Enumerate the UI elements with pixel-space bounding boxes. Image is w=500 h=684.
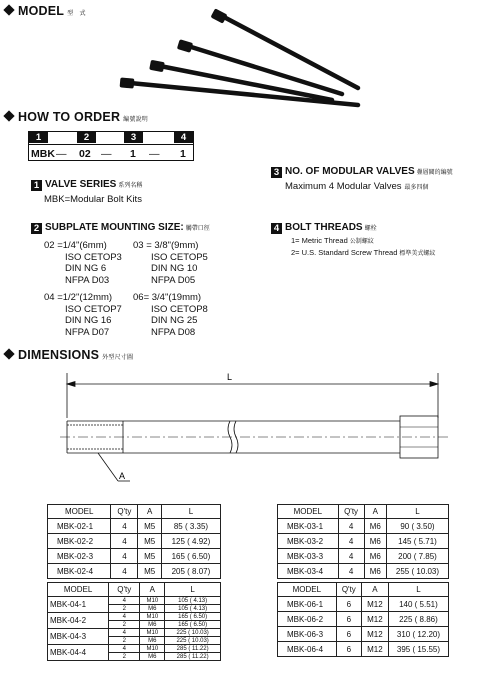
threads-heading (271, 222, 377, 234)
order-dash: — (56, 148, 67, 160)
table-header-row (278, 583, 449, 597)
cell-l: 105 ( 4.13) (165, 605, 221, 613)
order-dash: — (101, 148, 112, 160)
cell-l: 165 ( 6.50) (165, 613, 221, 621)
dimension-label-a: A (119, 471, 126, 481)
subplate-line: NFPA D03 (65, 274, 110, 286)
model-title-cn: 型 式 (67, 11, 86, 17)
cell-a: M6 (364, 549, 386, 564)
cell-a: M6 (364, 564, 386, 579)
header-model: MODEL (48, 505, 111, 519)
table-header-row (48, 505, 221, 519)
subplate-line: 03 = 3/8"(9mm) (133, 240, 199, 251)
cell-qty: 6 (336, 597, 361, 612)
cell-model: MBK-04-2 (48, 613, 109, 629)
cell-qty: 4 (109, 613, 140, 621)
cell-l: 90 ( 3.50) (386, 519, 448, 534)
valve-series-title-cn: 系列名稱 (118, 183, 143, 189)
cell-l: 285 ( 11.22) (165, 653, 221, 661)
cell-l: 85 ( 3.35) (161, 519, 220, 534)
threads-list (291, 236, 435, 259)
table-row (48, 597, 221, 605)
number-badge: 4 (271, 223, 282, 234)
valve-series-title: VALVE SERIES (45, 179, 117, 190)
table-row (278, 612, 449, 627)
valves-text-cn: 最多四個 (404, 185, 429, 191)
subplate-line: ISO CETOP8 (151, 303, 208, 315)
thread-option-cn: 標準美式螺紋 (399, 250, 436, 257)
header-qty: Q'ty (338, 505, 364, 519)
table-row (278, 627, 449, 642)
cell-model: MBK-06-2 (278, 612, 337, 627)
cell-qty: 2 (109, 653, 140, 661)
cell-a: M6 (140, 621, 165, 629)
cell-l: 165 ( 6.50) (165, 621, 221, 629)
table-row (278, 534, 449, 549)
cell-a: M6 (364, 534, 386, 549)
valves-title-cn: 疊層閥的編號 (416, 170, 453, 176)
table-header-row (278, 505, 449, 519)
subplate-line: ISO CETOP3 (65, 251, 122, 263)
thread-option-cn: 公制螺紋 (349, 239, 374, 245)
thread-option-text: 2= U.S. Standard Screw Thread (291, 247, 398, 257)
header-l: L (388, 583, 448, 597)
cell-model: MBK-02-2 (48, 534, 111, 549)
diamond-icon (3, 110, 14, 121)
header-a: A (364, 505, 386, 519)
table-row (48, 519, 221, 534)
table-mbk-04 (47, 582, 221, 661)
cell-qty: 2 (109, 605, 140, 613)
model-title: MODEL (18, 4, 65, 18)
subplate-line: 02 =1/4"(6mm) (44, 240, 107, 251)
order-part-thread: 1 (180, 148, 186, 160)
cell-a: M10 (140, 597, 165, 605)
cell-l: 255 ( 10.03) (386, 564, 448, 579)
valves-title: NO. OF MODULAR VALVES (285, 166, 415, 177)
valves-text (285, 181, 429, 195)
how-to-order-title: HOW TO ORDER (18, 110, 121, 124)
cell-qty: 4 (109, 629, 140, 637)
subplate-line: 06= 3/4"(19mm) (133, 292, 202, 303)
subplate-line: ISO CETOP7 (65, 303, 122, 315)
cell-a: M10 (140, 629, 165, 637)
cell-a: M5 (138, 534, 161, 549)
header-qty: Q'ty (336, 583, 361, 597)
order-dash: — (149, 148, 160, 160)
cell-l: 310 ( 12.20) (388, 627, 448, 642)
order-part-size: 02 (79, 148, 91, 160)
subplate-line: DIN NG 6 (65, 263, 107, 274)
cell-l: 145 ( 5.71) (386, 534, 448, 549)
cell-l: 395 ( 15.55) (388, 642, 448, 657)
cell-qty: 6 (336, 627, 361, 642)
header-a: A (140, 583, 165, 597)
cell-qty: 2 (109, 621, 140, 629)
bolt-dimension-drawing (60, 368, 450, 493)
subplate-title-cn: 觸帶口徑 (185, 226, 210, 232)
header-model: MODEL (278, 583, 337, 597)
order-code-positions (29, 132, 193, 145)
cell-l: 225 ( 10.03) (165, 637, 221, 645)
order-code-box (28, 131, 194, 161)
position-4: 4 (174, 132, 193, 143)
cell-qty: 4 (338, 549, 364, 564)
cell-qty: 4 (109, 597, 140, 605)
table-row (48, 613, 221, 621)
thread-option-metric (291, 236, 435, 248)
cell-model: MBK-06-4 (278, 642, 337, 657)
position-2: 2 (77, 132, 96, 143)
cell-a: M5 (138, 519, 161, 534)
cell-a: M5 (138, 549, 161, 564)
cell-model: MBK-02-4 (48, 564, 111, 579)
number-badge: 3 (271, 167, 282, 178)
cell-a: M6 (140, 637, 165, 645)
cell-l: 165 ( 6.50) (161, 549, 220, 564)
how-to-order-title-cn: 編號說明 (123, 117, 148, 123)
subplate-line: NFPA D07 (65, 326, 110, 338)
cell-qty: 4 (111, 534, 138, 549)
cell-model: MBK-04-4 (48, 645, 109, 661)
header-a: A (361, 583, 388, 597)
cell-l: 225 ( 10.03) (165, 629, 221, 637)
cell-a: M10 (140, 613, 165, 621)
cell-model: MBK-02-3 (48, 549, 111, 564)
header-l: L (161, 505, 220, 519)
cell-qty: 6 (336, 642, 361, 657)
table-row (278, 519, 449, 534)
cell-model: MBK-03-1 (278, 519, 339, 534)
cell-model: MBK-03-3 (278, 549, 339, 564)
valves-text-en: Maximum 4 Modular Valves (285, 181, 402, 192)
table-row (48, 549, 221, 564)
table-row (48, 629, 221, 637)
dimension-label-l: L (227, 372, 233, 382)
table-row (278, 642, 449, 657)
cell-qty: 4 (111, 519, 138, 534)
cell-a: M6 (364, 519, 386, 534)
number-badge: 2 (31, 223, 42, 234)
table-row (48, 645, 221, 653)
diamond-icon (3, 348, 14, 359)
subplate-line: DIN NG 25 (151, 315, 198, 326)
thread-option-text: 1= Metric Thread (291, 236, 348, 245)
cell-model: MBK-04-3 (48, 629, 109, 645)
position-3: 3 (124, 132, 143, 143)
header-l: L (165, 583, 221, 597)
dimensions-title-cn: 外型尺寸圖 (102, 355, 134, 361)
table-row (48, 534, 221, 549)
header-model: MODEL (48, 583, 109, 597)
subplate-line: NFPA D05 (151, 274, 196, 286)
subplate-line: DIN NG 10 (151, 263, 198, 274)
header-qty: Q'ty (111, 505, 138, 519)
cell-qty: 6 (336, 612, 361, 627)
order-part-series: MBK (31, 148, 55, 160)
dimensions-heading (5, 348, 133, 362)
position-1: 1 (29, 132, 48, 143)
header-l: L (386, 505, 448, 519)
cell-a: M6 (140, 605, 165, 613)
threads-title-cn: 螺栓 (364, 226, 377, 232)
number-badge: 1 (31, 180, 42, 191)
order-part-valves: 1 (130, 148, 136, 160)
cell-l: 125 ( 4.92) (161, 534, 220, 549)
subplate-group-04 (44, 292, 122, 338)
table-mbk-02 (47, 504, 221, 579)
cell-qty: 4 (338, 534, 364, 549)
order-code-example (29, 145, 193, 161)
cell-a: M12 (361, 597, 388, 612)
subplate-line: ISO CETOP5 (151, 251, 208, 263)
table-row (48, 564, 221, 579)
table-mbk-03 (277, 504, 449, 579)
cell-l: 105 ( 4.13) (165, 597, 221, 605)
cell-model: MBK-03-4 (278, 564, 339, 579)
table-row (278, 597, 449, 612)
table-row (278, 564, 449, 579)
cell-qty: 4 (338, 564, 364, 579)
subplate-line: NFPA D08 (151, 326, 196, 338)
header-model: MODEL (278, 505, 339, 519)
table-header-row (48, 583, 221, 597)
subplate-group-03 (133, 240, 208, 286)
cell-model: MBK-06-1 (278, 597, 337, 612)
dimensions-title: DIMENSIONS (18, 348, 100, 362)
cell-l: 225 ( 8.86) (388, 612, 448, 627)
cell-qty: 4 (338, 519, 364, 534)
subplate-line: DIN NG 16 (65, 315, 112, 326)
cell-model: MBK-06-3 (278, 627, 337, 642)
cell-a: M5 (138, 564, 161, 579)
how-to-order-heading (5, 110, 148, 124)
cell-l: 285 ( 11.22) (165, 645, 221, 653)
subplate-line: 04 =1/2"(12mm) (44, 292, 113, 303)
valve-series-text: MBK=Modular Bolt Kits (44, 194, 142, 205)
cell-qty: 4 (111, 549, 138, 564)
cell-a: M12 (361, 612, 388, 627)
cell-a: M12 (361, 642, 388, 657)
header-qty: Q'ty (109, 583, 140, 597)
cell-l: 140 ( 5.51) (388, 597, 448, 612)
diamond-icon (3, 4, 14, 15)
threads-title: BOLT THREADS (285, 222, 363, 233)
subplate-heading (31, 222, 210, 234)
subplate-title: SUBPLATE MOUNTING SIZE: (45, 222, 184, 233)
valve-series-heading (31, 179, 142, 191)
table-row (278, 549, 449, 564)
cell-a: M6 (140, 653, 165, 661)
cell-qty: 2 (109, 637, 140, 645)
table-mbk-06 (277, 582, 449, 657)
cell-qty: 4 (111, 564, 138, 579)
cell-a: M12 (361, 627, 388, 642)
cell-model: MBK-04-1 (48, 597, 109, 613)
thread-option-us (291, 248, 435, 260)
valves-heading (271, 166, 453, 178)
model-heading (5, 4, 86, 18)
cell-l: 200 ( 7.85) (386, 549, 448, 564)
cell-model: MBK-03-2 (278, 534, 339, 549)
header-a: A (138, 505, 161, 519)
cell-a: M10 (140, 645, 165, 653)
subplate-group-06 (133, 292, 208, 338)
cell-qty: 4 (109, 645, 140, 653)
subplate-group-02 (44, 240, 122, 286)
bolts-illustration (110, 8, 370, 108)
cell-l: 205 ( 8.07) (161, 564, 220, 579)
cell-model: MBK-02-1 (48, 519, 111, 534)
